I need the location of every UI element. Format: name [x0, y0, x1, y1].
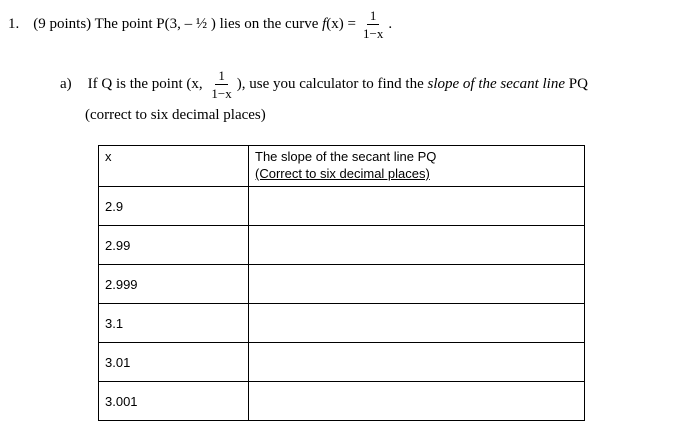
- table-row: [99, 304, 585, 343]
- slope-answer-cell[interactable]: [249, 304, 585, 343]
- slope-answer-cell[interactable]: [249, 382, 585, 421]
- part-a-text-middle: ), use you calculator to find the: [236, 75, 428, 92]
- question-number: 1.: [8, 15, 20, 32]
- x-value-cell: 3.01: [99, 343, 249, 382]
- point-q-fraction: [208, 69, 234, 100]
- x-value-cell: 2.9: [99, 187, 249, 226]
- point-q-denominator: 1−x: [211, 85, 232, 101]
- part-a-text-start: If Q is the point (x,: [87, 75, 207, 92]
- question-text: (9 points) The point P(3, – ½ ) lies on the curve: [33, 15, 323, 32]
- header-x-cell: x: [99, 146, 249, 187]
- x-value-cell: 2.99: [99, 226, 249, 265]
- table-row: [99, 187, 585, 226]
- slope-answer-cell[interactable]: [249, 343, 585, 382]
- x-value-cell: 3.001: [99, 382, 249, 421]
- x-value-cell: 3.1: [99, 304, 249, 343]
- table-header-row: [99, 146, 585, 187]
- table-row: [99, 226, 585, 265]
- question-statement: [8, 4, 392, 44]
- part-a-text-italic: slope of the secant line: [427, 75, 565, 92]
- function-fraction: [360, 9, 386, 40]
- header-slope-line2: (Correct to six decimal places): [255, 165, 430, 181]
- secant-slope-table: [98, 145, 585, 421]
- function-argument: (x) =: [326, 15, 356, 32]
- header-slope-line1: The slope of the secant line PQ: [255, 149, 437, 164]
- slope-answer-cell[interactable]: [249, 226, 585, 265]
- slope-answer-cell[interactable]: [249, 265, 585, 304]
- part-a-text-end: PQ: [564, 75, 588, 92]
- table-row: [99, 343, 585, 382]
- part-a-precision-note: (correct to six decimal places): [85, 107, 266, 123]
- point-q-numerator: 1: [215, 69, 228, 85]
- table-row: [99, 265, 585, 304]
- part-a-statement: [60, 64, 588, 104]
- header-slope-cell: [249, 146, 585, 187]
- function-numerator: 1: [367, 9, 380, 25]
- function-denominator: 1−x: [362, 25, 384, 41]
- slope-answer-cell[interactable]: [249, 187, 585, 226]
- part-a-label: a): [60, 75, 72, 92]
- table-row: [99, 382, 585, 421]
- function-name: f: [322, 15, 327, 32]
- question-end-period: .: [388, 15, 393, 32]
- x-value-cell: 2.999: [99, 265, 249, 304]
